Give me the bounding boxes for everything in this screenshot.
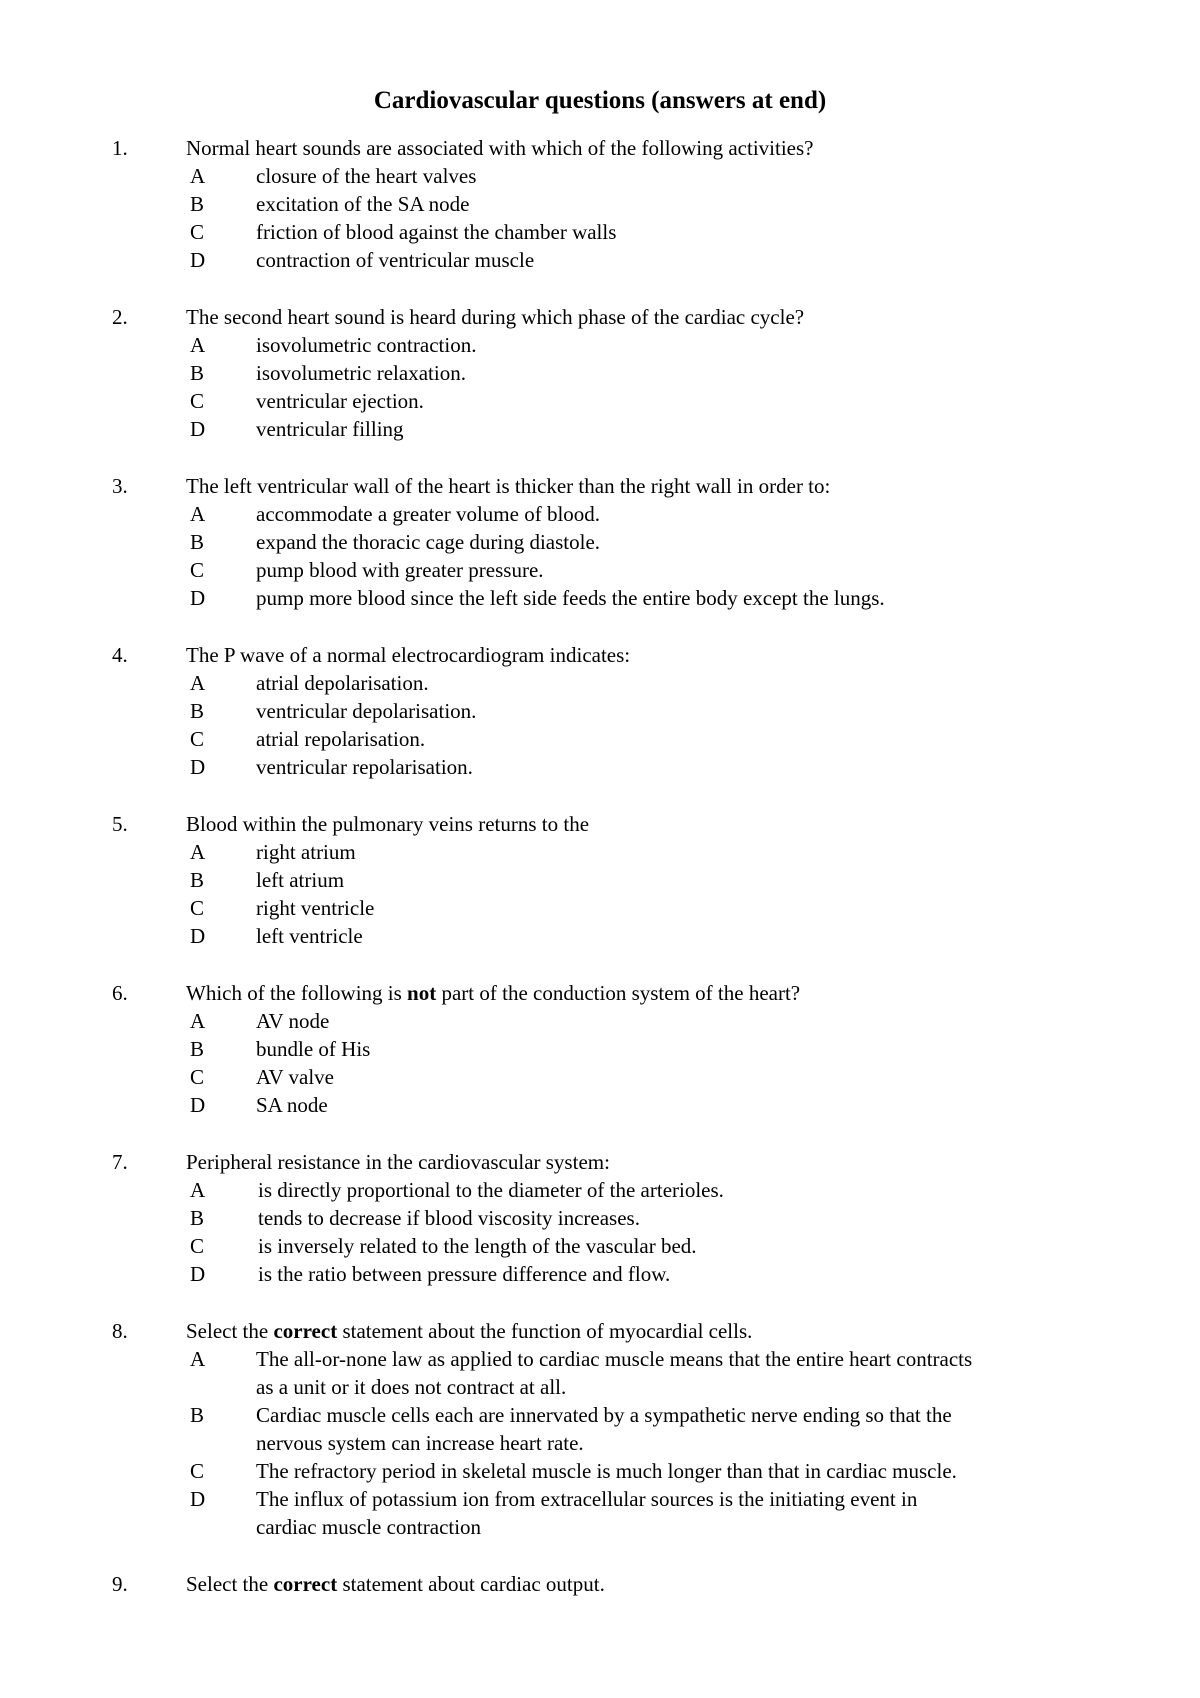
stem-emphasis: not — [407, 981, 437, 1005]
option-text: SA node — [256, 1093, 328, 1117]
stem-text: part of the conduction system of the heart? — [436, 981, 801, 1005]
option-letter: A — [190, 1347, 206, 1371]
option-letter: B — [190, 699, 205, 723]
option-text: tends to decrease if blood viscosity increases. — [258, 1206, 640, 1230]
option-text: pump blood with greater pressure. — [256, 558, 544, 582]
question-stem-line — [0, 979, 1200, 1007]
question-7 — [0, 1148, 1200, 1288]
option-letter: A — [190, 671, 206, 695]
option-row — [0, 528, 1200, 556]
option-row — [0, 1204, 1200, 1232]
option-text: closure of the heart valves — [256, 164, 477, 188]
option-text: atrial depolarisation. — [256, 671, 429, 695]
option-letter: A — [190, 1178, 206, 1202]
option-row — [0, 1035, 1200, 1063]
stem-text: Select the — [186, 1572, 274, 1596]
question-stem: The P wave of a normal electrocardiogram indicates: — [186, 643, 631, 667]
option-text: The refractory period in skeletal muscle is much longer than that in cardiac muscle. — [256, 1459, 957, 1483]
option-text-continuation: as a unit or it does not contract at all. — [256, 1375, 567, 1399]
question-stem-line — [0, 810, 1200, 838]
option-row — [0, 1485, 1200, 1513]
option-row — [0, 894, 1200, 922]
option-text: AV node — [256, 1009, 330, 1033]
option-letter: B — [190, 1037, 205, 1061]
question-number: 5. — [112, 812, 128, 836]
question-stem-line — [0, 1570, 1200, 1598]
question-number: 2. — [112, 305, 128, 329]
option-text: ventricular ejection. — [256, 389, 424, 413]
option-row — [0, 387, 1200, 415]
option-letter: D — [190, 417, 206, 441]
option-text: is the ratio between pressure difference and flow. — [258, 1262, 671, 1286]
option-text: is inversely related to the length of the vascular bed. — [258, 1234, 697, 1258]
option-text: left atrium — [256, 868, 345, 892]
option-letter: C — [190, 727, 205, 751]
option-row — [0, 584, 1200, 612]
option-row — [0, 838, 1200, 866]
question-stem — [186, 979, 800, 1007]
option-letter: C — [190, 1459, 205, 1483]
option-row — [0, 1260, 1200, 1288]
option-letter: C — [190, 896, 205, 920]
question-stem-line — [0, 641, 1200, 669]
stem-text: Select the — [186, 1319, 274, 1343]
question-number: 3. — [112, 474, 128, 498]
option-row-continuation — [0, 1373, 1200, 1401]
option-text-continuation: nervous system can increase heart rate. — [256, 1431, 584, 1455]
question-stem: Blood within the pulmonary veins returns to the — [186, 812, 590, 836]
option-text: excitation of the SA node — [256, 192, 470, 216]
option-row — [0, 1176, 1200, 1204]
option-row — [0, 725, 1200, 753]
option-text-continuation: cardiac muscle contraction — [256, 1515, 482, 1539]
option-text: right atrium — [256, 840, 356, 864]
question-stem-line — [0, 134, 1200, 162]
option-row — [0, 218, 1200, 246]
option-text: friction of blood against the chamber walls — [256, 220, 617, 244]
option-letter: A — [190, 840, 206, 864]
question-stem-line — [0, 303, 1200, 331]
option-row — [0, 162, 1200, 190]
option-text: expand the thoracic cage during diastole. — [256, 530, 601, 554]
option-letter: A — [190, 164, 206, 188]
option-row — [0, 500, 1200, 528]
option-letter: B — [190, 1206, 205, 1230]
question-stem: Peripheral resistance in the cardiovascular system: — [186, 1150, 610, 1174]
option-text: isovolumetric contraction. — [256, 333, 477, 357]
question-number: 9. — [112, 1572, 128, 1596]
option-row — [0, 415, 1200, 443]
option-letter: D — [190, 248, 206, 272]
option-letter: C — [190, 1065, 205, 1089]
option-letter: A — [190, 333, 206, 357]
option-letter: D — [190, 1262, 206, 1286]
question-number: 7. — [112, 1150, 128, 1174]
option-row — [0, 753, 1200, 781]
option-letter: D — [190, 924, 206, 948]
option-letter: D — [190, 586, 206, 610]
option-row — [0, 1345, 1200, 1373]
question-stem-line — [0, 1148, 1200, 1176]
option-row — [0, 1007, 1200, 1035]
question-number: 4. — [112, 643, 128, 667]
option-text: ventricular depolarisation. — [256, 699, 477, 723]
option-letter: B — [190, 1403, 205, 1427]
question-number: 8. — [112, 1319, 128, 1343]
option-letter: C — [190, 220, 205, 244]
option-row — [0, 1401, 1200, 1429]
option-letter: B — [190, 192, 205, 216]
option-text: ventricular repolarisation. — [256, 755, 473, 779]
question-stem — [186, 1570, 605, 1598]
option-text: accommodate a greater volume of blood. — [256, 502, 601, 526]
stem-emphasis: correct — [273, 1572, 338, 1596]
question-stem-line — [0, 472, 1200, 500]
option-row — [0, 190, 1200, 218]
option-row — [0, 556, 1200, 584]
stem-emphasis: correct — [273, 1319, 338, 1343]
question-6 — [0, 979, 1200, 1119]
option-text: The influx of potassium ion from extracellular sources is the initiating event in — [256, 1487, 918, 1511]
option-text: ventricular filling — [256, 417, 404, 441]
question-4 — [0, 641, 1200, 781]
option-row — [0, 669, 1200, 697]
option-text: pump more blood since the left side feeds the entire body except the lungs. — [256, 586, 885, 610]
option-row — [0, 1091, 1200, 1119]
option-text: is directly proportional to the diameter of the arterioles. — [258, 1178, 724, 1202]
option-text: isovolumetric relaxation. — [256, 361, 466, 385]
question-5 — [0, 810, 1200, 950]
option-row — [0, 359, 1200, 387]
question-8 — [0, 1317, 1200, 1541]
option-text: left ventricle — [256, 924, 363, 948]
option-text: atrial repolarisation. — [256, 727, 426, 751]
option-letter: C — [190, 558, 205, 582]
option-row — [0, 1232, 1200, 1260]
option-letter: A — [190, 502, 206, 526]
question-number: 1. — [112, 136, 128, 160]
option-row — [0, 697, 1200, 725]
question-2 — [0, 303, 1200, 443]
question-number: 6. — [112, 981, 128, 1005]
option-row — [0, 866, 1200, 894]
question-stem-line — [0, 1317, 1200, 1345]
option-row — [0, 922, 1200, 950]
question-stem: The left ventricular wall of the heart is thicker than the right wall in order to: — [186, 474, 831, 498]
stem-text: statement about cardiac output. — [337, 1572, 605, 1596]
option-letter: D — [190, 1487, 206, 1511]
question-9 — [0, 1570, 1200, 1598]
option-letter: B — [190, 361, 205, 385]
question-1 — [0, 134, 1200, 274]
option-row — [0, 1063, 1200, 1091]
option-text: AV valve — [256, 1065, 334, 1089]
option-text: Cardiac muscle cells each are innervated by a sympathetic nerve ending so that the — [256, 1403, 952, 1427]
option-text: right ventricle — [256, 896, 375, 920]
option-letter: C — [190, 389, 205, 413]
stem-text: statement about the function of myocardial cells. — [337, 1319, 753, 1343]
question-stem — [186, 1317, 752, 1345]
option-row — [0, 246, 1200, 274]
option-row-continuation — [0, 1513, 1200, 1541]
option-letter: D — [190, 1093, 206, 1117]
question-stem: The second heart sound is heard during which phase of the cardiac cycle? — [186, 305, 805, 329]
page-title: Cardiovascular questions (answers at end) — [373, 87, 827, 114]
option-text: bundle of His — [256, 1037, 371, 1061]
option-text: contraction of ventricular muscle — [256, 248, 535, 272]
question-3 — [0, 472, 1200, 612]
option-letter: B — [190, 530, 205, 554]
option-letter: C — [190, 1234, 205, 1258]
stem-text: Which of the following is — [186, 981, 408, 1005]
option-letter: B — [190, 868, 205, 892]
option-row — [0, 331, 1200, 359]
question-stem: Normal heart sounds are associated with which of the following activities? — [186, 136, 814, 160]
option-row-continuation — [0, 1429, 1200, 1457]
option-text: The all-or-none law as applied to cardiac muscle means that the entire heart contracts — [256, 1347, 973, 1371]
option-row — [0, 1457, 1200, 1485]
option-letter: D — [190, 755, 206, 779]
option-letter: A — [190, 1009, 206, 1033]
